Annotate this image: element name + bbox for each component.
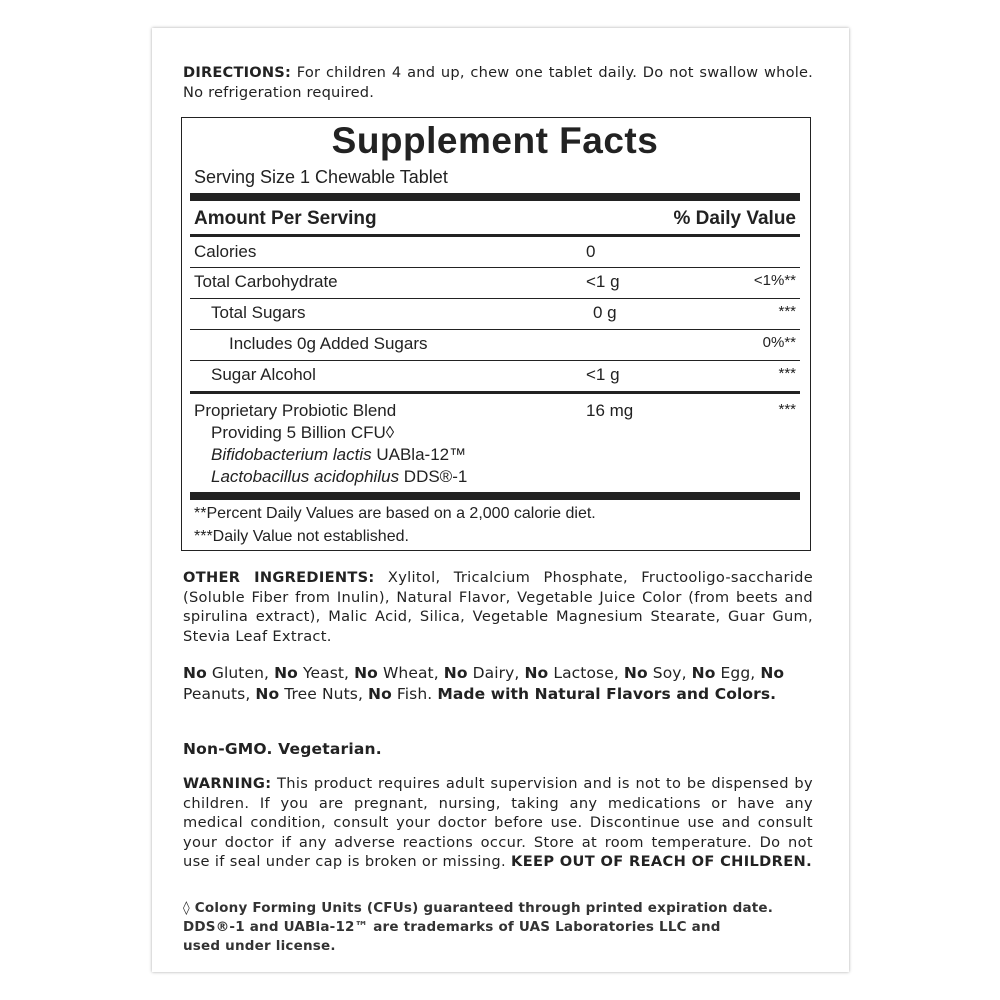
row-name: Includes 0g Added Sugars — [229, 334, 428, 353]
daily-value-header: % Daily Value — [673, 208, 796, 229]
blend-dv: *** — [778, 401, 796, 418]
row-name: Total Sugars — [211, 303, 306, 322]
allergen-no: No — [443, 664, 468, 682]
strain-2-trademark: DDS®-1 — [399, 467, 468, 486]
row-dv: *** — [778, 303, 796, 320]
row-dv: *** — [778, 365, 796, 382]
allergen-item: Dairy, — [467, 664, 525, 682]
blend-amount: 16 mg — [586, 401, 634, 420]
allergen-item: Yeast, — [297, 664, 355, 682]
facts-title: Supplement Facts — [331, 120, 659, 161]
cfu-footnote: ◊ Colony Forming Units (CFUs) guaranteed through printed expiration date. — [183, 900, 774, 916]
thick-divider — [190, 193, 800, 201]
blend-strain-1 — [211, 445, 466, 465]
allergen-no: No — [623, 664, 648, 682]
facts-row-added-sugars — [190, 329, 800, 360]
facts-row-total-sugars — [190, 298, 800, 329]
other-ingredients-label: OTHER INGREDIENTS: — [183, 569, 375, 586]
directions-body: For children 4 and up, chew one tablet daily. Do not swallow whole. No refrigeration required. — [183, 64, 813, 101]
footnote-not-established: ***Daily Value not established. — [194, 528, 409, 545]
allergen-statement — [183, 663, 813, 705]
directions-label: DIRECTIONS: — [183, 64, 292, 81]
allergen-no: No — [524, 664, 549, 682]
blend-divider — [190, 391, 800, 394]
allergen-no: No — [274, 664, 298, 682]
warning-label: WARNING: — [183, 775, 272, 792]
blend-cfu: Providing 5 Billion CFU◊ — [211, 423, 395, 442]
allergen-no: No — [368, 685, 392, 703]
allergen-item: Gluten, — [206, 664, 275, 682]
thick-divider-bottom — [190, 492, 800, 500]
footnote-daily-values: **Percent Daily Values are based on a 2,000 calorie diet. — [194, 505, 596, 522]
non-gmo-statement: Non-GMO. Vegetarian. — [183, 740, 382, 758]
row-amount: <1 g — [586, 272, 620, 291]
blend-strain-2 — [211, 467, 467, 487]
blend-name: Proprietary Probiotic Blend — [194, 401, 397, 420]
allergen-item: Soy, — [647, 664, 692, 682]
allergen-item: Egg, — [715, 664, 761, 682]
keep-out-of-reach: KEEP OUT OF REACH OF CHILDREN. — [511, 853, 812, 870]
allergen-item: Wheat, — [377, 664, 444, 682]
allergen-no: No — [760, 664, 785, 682]
allergen-no: No — [354, 664, 378, 682]
strain-1-name: Bifidobacterium lactis — [211, 445, 372, 464]
facts-row-calories — [190, 237, 800, 268]
allergen-no: No — [691, 664, 716, 682]
natural-flavors-statement: Made with Natural Flavors and Colors. — [437, 685, 777, 703]
allergen-no: No — [183, 664, 207, 682]
amount-per-serving-header: Amount Per Serving — [194, 208, 377, 229]
row-dv: <1%** — [753, 272, 796, 289]
other-ingredients-body: Xylitol, Tricalcium Phosphate, Fructooligo-saccharide (Soluble Fiber from Inulin), Natural Flavor, Vegetable Juice Color (from beets and spirulina extract), Malic Acid, Silica, Vegetable Magnesium Stearate, Guar Gum, Stevia Leaf Extract. — [183, 569, 814, 645]
row-name: Calories — [194, 242, 257, 261]
strain-2-name: Lactobacillus acidophilus — [211, 467, 400, 486]
facts-row-carbohydrate — [190, 267, 800, 298]
row-dv: 0%** — [762, 334, 796, 351]
serving-size: Serving Size 1 Chewable Tablet — [194, 167, 448, 187]
directions-text — [183, 63, 813, 102]
allergen-item: Peanuts, — [183, 685, 256, 703]
allergen-item: Lactose, — [548, 664, 624, 682]
footnotes — [183, 899, 813, 956]
supplement-facts-panel — [181, 117, 811, 551]
row-name: Sugar Alcohol — [211, 365, 316, 384]
row-amount: <1 g — [586, 365, 620, 384]
trademark-footnote: DDS®-1 and UABla-12™ are trademarks of UAS Laboratories LLC and used under license. — [183, 919, 721, 954]
warning-text — [183, 774, 813, 872]
warning-body: This product requires adult supervision and is not to be dispensed by children. If you are pregnant, nursing, taking any medications or have any medical condition, consult your doctor before use. Discontinue use and consult your doctor if any adverse reactions occur. Store at room temperature. Do not use if seal under cap is broken or missing. — [183, 775, 813, 870]
row-amount: 0 — [586, 242, 596, 261]
allergen-no: No — [255, 685, 280, 703]
other-ingredients-text — [183, 568, 813, 646]
row-amount: 0 g — [593, 303, 617, 322]
allergen-item: Fish. — [391, 685, 438, 703]
facts-row-sugar-alcohol — [190, 360, 800, 391]
row-name: Total Carbohydrate — [194, 272, 338, 291]
allergen-item: Tree Nuts, — [279, 685, 368, 703]
strain-1-trademark: UABla-12™ — [371, 445, 467, 464]
